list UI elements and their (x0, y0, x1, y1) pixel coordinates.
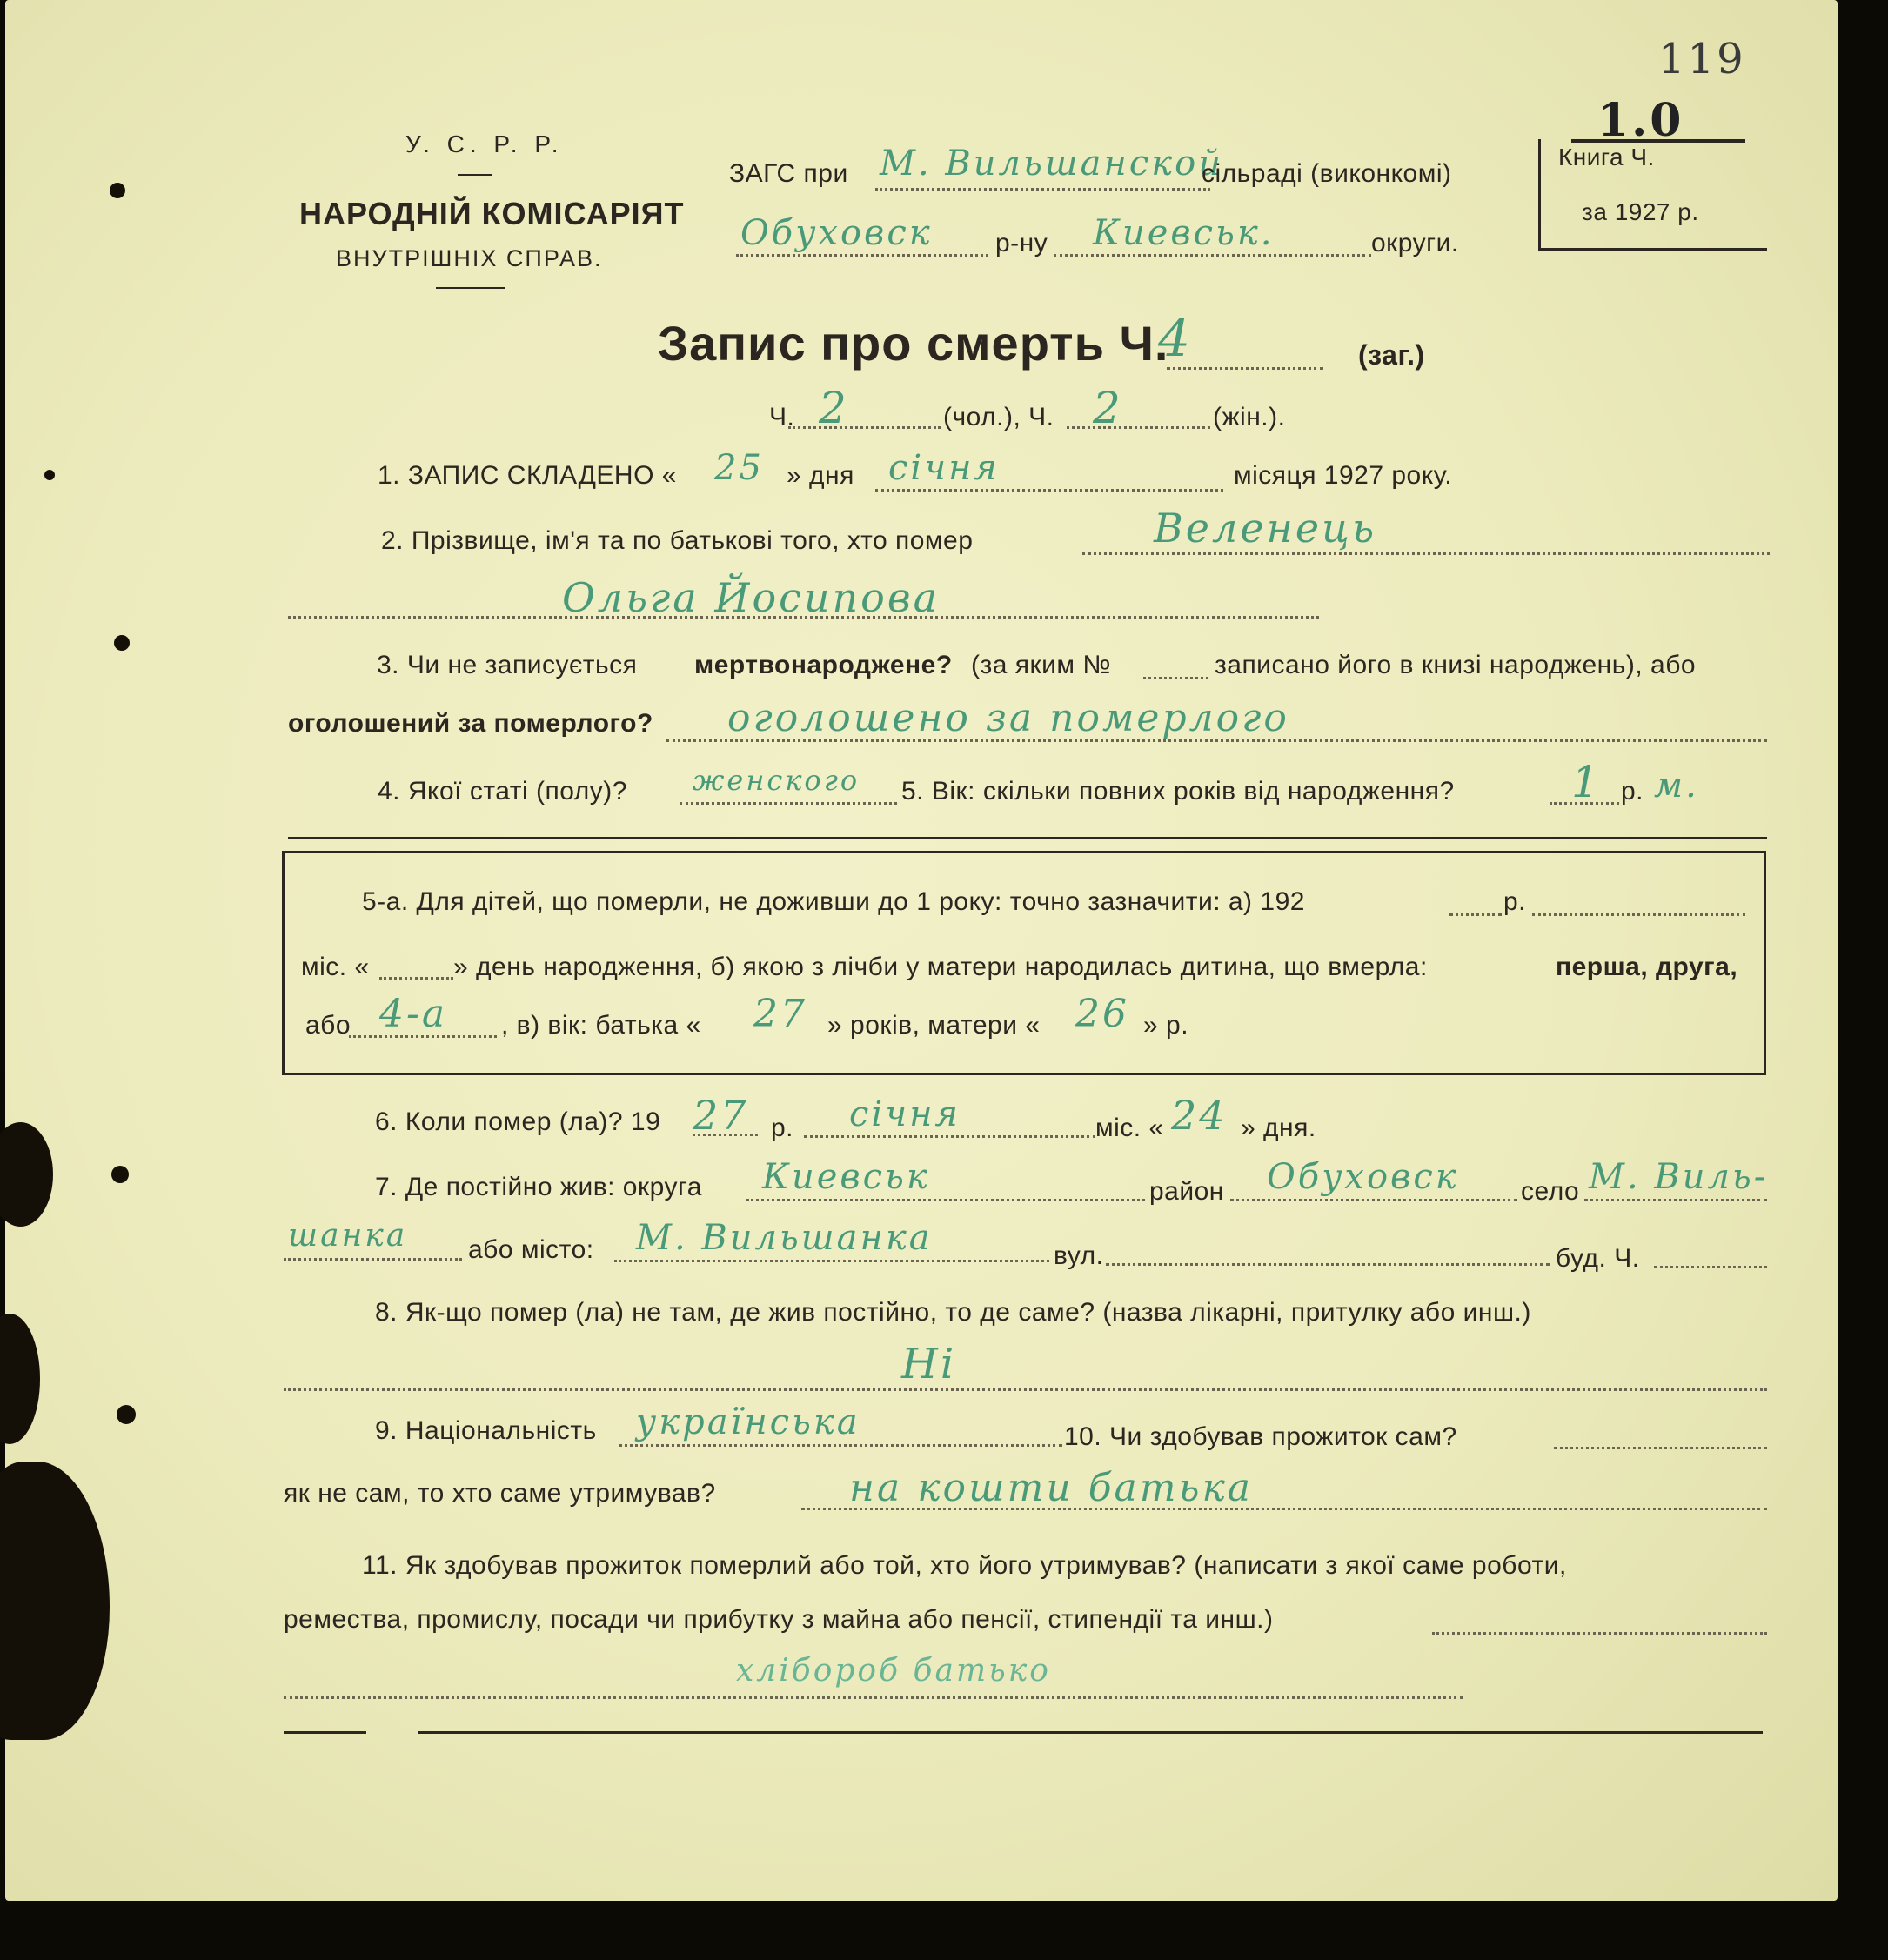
book-number: 1.0 (1597, 94, 1684, 147)
female-count: 2 (1093, 383, 1123, 433)
f6-r: р. (771, 1114, 794, 1142)
f9-line (619, 1444, 1062, 1447)
f2-name: Ольга Йосипова (562, 574, 941, 621)
zags-prefix: ЗАГС при (729, 159, 848, 188)
f7-rayon-hw: Обуховск (1267, 1157, 1459, 1197)
f5a-line1b: р. (1503, 887, 1527, 916)
f3-number-line (1143, 677, 1208, 679)
f6-day: 24 (1171, 1092, 1228, 1139)
f4-line (680, 802, 897, 805)
f5a-line2b: » день народження, б) якою з лічби у матери народилась дитина, що вмерла: (453, 953, 1428, 981)
f5a-line3c: » років, матери « (827, 1011, 1041, 1040)
f7-selo-hw: М. Виль- (1589, 1157, 1769, 1197)
f5a-line2c: перша, друга, (1556, 953, 1738, 981)
divider (288, 837, 1767, 839)
f1-month-line (875, 489, 1223, 492)
zags-suffix: сільраді (виконкомі) (1202, 159, 1452, 188)
f2-line (1082, 552, 1770, 555)
f5-suffix: р. (1621, 777, 1644, 806)
f7-selo2-line (284, 1258, 462, 1261)
male-line (788, 426, 941, 429)
f4-answer: женского (693, 764, 860, 797)
punch-hole (110, 183, 125, 198)
record-number-line (1167, 367, 1323, 370)
document-sheet (5, 0, 1838, 1901)
f10-label: 10. Чи здобував прожиток сам? (1064, 1422, 1457, 1451)
torn-edge (0, 1314, 40, 1444)
f7-bud-line (1654, 1266, 1767, 1268)
f6-year-line (693, 1134, 758, 1136)
divider (458, 174, 492, 176)
zags-line (875, 188, 1210, 191)
zags-handwriting: М. Вильшанской (880, 144, 1224, 184)
f11-answer: хлібороб батько (736, 1653, 1051, 1689)
f7-rayon: район (1149, 1177, 1224, 1206)
f7-rayon-line (1230, 1199, 1517, 1201)
male-label: (чол.), Ч. (943, 403, 1054, 431)
f1-day: 25 (714, 448, 764, 488)
f7-okruha: Киевськ (762, 1157, 930, 1197)
f3-line (666, 739, 1767, 742)
rayon-line (736, 254, 988, 257)
f5a-line3a: або (305, 1011, 351, 1040)
f11-line (1432, 1632, 1767, 1635)
f5a-year-line (1449, 913, 1502, 916)
f11-line2-dots (284, 1696, 1463, 1699)
punch-hole (114, 635, 130, 651)
f2-line2 (288, 616, 1319, 619)
f5a-day-line (379, 977, 453, 980)
male-count: 2 (819, 383, 849, 433)
republic-label: У. С. Р. Р. (405, 130, 564, 157)
female-line (1067, 426, 1210, 429)
bottom-rule (418, 1731, 1763, 1734)
f5-answer: 1 (1571, 757, 1602, 807)
f5a-line1a: 5-а. Для дітей, що померли, не доживши до 1 року: точно зазначити: а) 192 (362, 887, 1305, 916)
year-label: за 1927 р. (1582, 198, 1699, 225)
f10b-line (801, 1508, 1767, 1510)
f9-answer: українська (636, 1402, 860, 1442)
f5a-order: 4-а (379, 992, 448, 1036)
f1-mid: » дня (787, 461, 854, 490)
f3-label-c: (за яким № (971, 651, 1112, 679)
commissariat-label: НАРОДНІЙ КОМІСАРІЯТ (299, 196, 685, 231)
f5-line (1550, 802, 1619, 805)
f7-selo2-hw: шанка (288, 1218, 408, 1254)
okruha-label: округи. (1371, 229, 1459, 258)
f3-label-e: оголошений за померлого? (288, 709, 653, 738)
torn-edge (0, 1122, 53, 1227)
f8-answer: Ні (901, 1340, 957, 1388)
f3-label-d: записано його в книзі народжень), або (1215, 651, 1697, 679)
f6-month: січня (849, 1094, 961, 1134)
f1-month: січня (888, 448, 1000, 488)
f10-line (1554, 1447, 1767, 1449)
f3-answer: оголошено за померлого (727, 696, 1289, 740)
f10b-answer: на кошти батька (849, 1466, 1253, 1510)
dept-label: ВНУТРІШНІХ СПРАВ. (336, 245, 603, 271)
f5-label: 5. Вік: скільки повних років від народження? (901, 777, 1455, 806)
f7-label: 7. Де постійно жив: округа (375, 1173, 702, 1201)
punch-hole (117, 1405, 136, 1424)
ch-label: Ч. (769, 403, 795, 431)
f5-suffix-hw: м. (1654, 766, 1699, 806)
f9-label: 9. Національність (375, 1416, 597, 1445)
f10b-label: як не сам, то хто саме утримував? (284, 1479, 716, 1508)
f11-line1: 11. Як здобував прожиток померлий або той, хто його утримував? (написати з якої саме роботи, (362, 1551, 1567, 1580)
divider (436, 287, 505, 289)
f3-label-b: мертвонароджене? (694, 651, 953, 679)
f7-misto: або місто: (468, 1235, 594, 1264)
book-strike (1571, 139, 1745, 143)
f11-line2: ремества, промислу, посади чи прибутку з майна або пенсії, стипендії та инш.) (284, 1605, 1274, 1634)
page-title: Запис про смерть Ч. (658, 316, 1169, 371)
f6-mis: міс. « (1095, 1114, 1164, 1142)
f2-surname: Веленець (1154, 505, 1377, 552)
f7-misto-hw: М. Вильшанка (636, 1218, 933, 1258)
f6-label: 6. Коли помер (ла)? 19 (375, 1107, 661, 1136)
f6-month-line (804, 1135, 1095, 1138)
torn-edge (0, 1462, 110, 1740)
f5a-line3b: , в) вік: батька « (501, 1011, 701, 1040)
f5a-order-line (349, 1035, 497, 1038)
f7-vul-line (1106, 1263, 1550, 1266)
f7-selo-line (1584, 1199, 1767, 1201)
f1-suffix: місяця 1927 року. (1234, 461, 1453, 490)
f6-year: 27 (693, 1092, 749, 1139)
f8-label: 8. Як-що помер (ла) не там, де жив постійно, то де саме? (назва лікарні, притулку або инш.) (375, 1298, 1531, 1327)
f7-selo: село (1521, 1177, 1580, 1206)
f8-line (284, 1388, 1767, 1391)
punch-hole (111, 1166, 129, 1183)
f7-misto-line (614, 1260, 1049, 1262)
f2-label: 2. Прізвище, ім'я та по батькові того, хто помер (381, 526, 974, 555)
f5a-father-age: 27 (753, 992, 807, 1036)
f5a-mother-age: 26 (1075, 992, 1129, 1036)
okruha-handwriting: Киевськ. (1093, 213, 1275, 253)
zag-label: (заг.) (1358, 339, 1425, 371)
f3-label-a: 3. Чи не записується (377, 651, 638, 679)
female-label: (жін.). (1213, 403, 1286, 431)
record-number: 4 (1158, 309, 1193, 368)
punch-hole (44, 470, 55, 480)
bottom-rule-left (284, 1731, 366, 1734)
okruha-line (1054, 254, 1371, 257)
book-label: Книга Ч. (1558, 144, 1655, 171)
f7-vul: вул. (1054, 1241, 1104, 1270)
f7-bud: буд. Ч. (1556, 1244, 1640, 1273)
f5a-month-line (1532, 913, 1745, 916)
f1-label: 1. ЗАПИС СКЛАДЕНО « (378, 461, 677, 490)
f6-end: » дня. (1241, 1114, 1316, 1142)
rayon-label: р-ну (995, 229, 1048, 258)
f5a-line2a: міс. « (301, 953, 370, 981)
archive-number: 119 (1658, 35, 1746, 84)
f5a-line3d: » р. (1143, 1011, 1189, 1040)
rayon-handwriting: Обуховск (740, 213, 933, 253)
f7-okruha-line (746, 1199, 1145, 1201)
f4-label: 4. Якої статі (полу)? (378, 777, 627, 806)
